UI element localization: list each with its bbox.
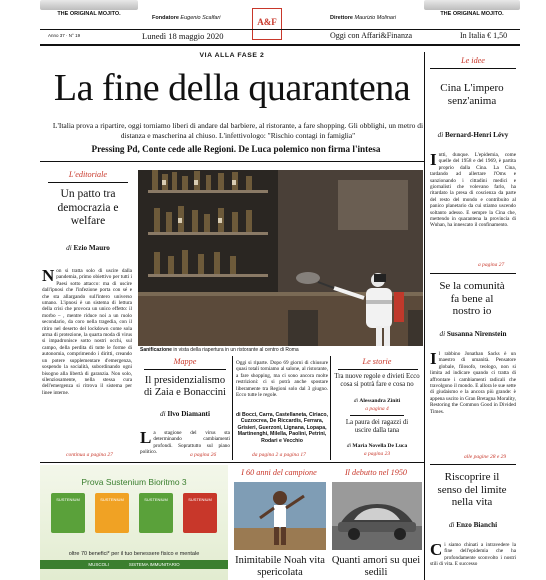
lead-headline[interactable]: La fine della quarantena: [53, 67, 411, 109]
ad-product-row: [46, 493, 222, 533]
founder: [152, 15, 220, 21]
idee-rule-2: [430, 273, 516, 274]
idee-author-2: Susanna Nirenstein: [446, 330, 507, 338]
founder-label: Fondatore: [152, 15, 179, 21]
editoriale-author: Ezio Mauro: [73, 244, 110, 252]
mappe-byline: di Ilvo Diamanti: [160, 410, 210, 418]
logo-text: A&F: [257, 17, 277, 27]
lead-kicker: VIA ALLA FASE 2: [199, 52, 265, 59]
lead-standfirst: L'Italia prova a ripartire, oggi torniamo liberi di andare dal barbiere, al ristorante, a fare shopping. Gli obblighi, un metro di distanza e mascherina al chiuso. L'infettivologo: "Rischio contagi in famiglia": [52, 121, 424, 140]
tennis-player-photo: [234, 482, 326, 550]
idee-section-title: Le idee: [461, 56, 485, 65]
founder-name: Eugenio Scalfari: [180, 15, 221, 21]
idee-byline-2: di Susanna Nirenstein: [439, 330, 507, 338]
lead-divider: [40, 161, 424, 162]
anni-title[interactable]: Inimitabile Noah vita spericolata: [235, 555, 325, 578]
editoriale-continues[interactable]: continua a pagina 27: [66, 452, 113, 458]
idee-byline-3: di Enzo Bianchi: [448, 521, 498, 529]
mappe-author: Ilvo Diamanti: [167, 410, 210, 418]
storie-item2-page[interactable]: a pagina 23: [363, 451, 391, 457]
right-ad-label: THE ORIGINAL MOJITO.: [440, 11, 504, 17]
sustenium-ad[interactable]: [40, 465, 228, 580]
debutto-title[interactable]: Quanti amori su quei sedili: [331, 555, 421, 578]
anni-section-title: I 60 anni del campione: [241, 468, 317, 477]
ad-tag-2: SISTEMA IMMUNITARIO: [128, 562, 180, 567]
editoriale-rule: [48, 182, 128, 183]
storie-item2-author: Maria Novella De Luca: [352, 443, 408, 449]
mappe-section-title: Mappe: [173, 357, 197, 366]
idee-title-1[interactable]: Cina L'impero senz'anima: [440, 82, 504, 107]
idee-dropcap-2: I: [430, 351, 437, 368]
ad-brand: Prova Sustenium Bioritmo 3: [81, 477, 187, 487]
storie-item1-author: Alessandra Ziniti: [359, 398, 401, 404]
ad-claim: oltre 70 benefici* per il tuo benessere fisico e mentale: [68, 551, 200, 557]
right-ad-banner[interactable]: [424, 0, 520, 10]
idee-frame-left: [424, 52, 425, 580]
idee-continues-1[interactable]: a pagina 27: [478, 262, 505, 268]
lead-photo[interactable]: [138, 170, 423, 346]
vintage-car-photo: [332, 482, 422, 550]
editoriale-section-title: L'editoriale: [68, 170, 108, 179]
product-box-icon: SUSTENIUM: [51, 493, 85, 533]
idee-title-3[interactable]: Riscoprire il senso del limite nella vita: [437, 471, 507, 508]
mappe-title[interactable]: Il presidenzialismo di Zaia e Bonaccini: [144, 375, 226, 398]
middle-divider-left: [232, 356, 233, 460]
photo-restaurant-sanitization: [138, 170, 423, 346]
masthead-top-rule: [40, 29, 520, 30]
idee-body-2: Il rabbino Jonathan Sacks è un maestro di umanità. Pensatore globale, filosofo, teologo, non si limita ad indicare quando ci tratta di affrontare i cambiamenti radicali che travolgono il mondo. E allora le sue sette di giudaismo e la ancora più grande: è appena uscito in Gran Bretagna Morality, Restoring the Common Good in Divided Times.: [430, 351, 516, 415]
storie-item1-page[interactable]: a pagina 4: [365, 406, 389, 412]
product-box-icon: SUSTENIUM: [183, 493, 217, 533]
lower-strip-rule: [40, 462, 424, 463]
masthead-logo[interactable]: [252, 8, 282, 40]
editoriale-title[interactable]: Un patto tra democrazia e welfare: [57, 188, 119, 227]
middle-story-continues[interactable]: da pagina 2 a pagina 17: [252, 452, 306, 458]
middle-story-body: Oggi si riparte. Dopo 69 giorni di chiusure quasi totali torniamo al salone, al ristorante, a fare shopping, ma ci sono ancora molte restrizioni: ci si potrà anche spostare liberamente tra Regioni solo dal 3 giugno. Ecco tutte le regole.: [236, 360, 328, 399]
left-ad-label: THE ORIGINAL MOJITO.: [57, 11, 121, 17]
idee-continues-2[interactable]: alle pagine 28 e 29: [464, 454, 507, 460]
storie-item-divider: [350, 415, 404, 416]
storie-section-title: Le storie: [362, 357, 392, 366]
idee-body-1: Intti, dunque. L'epidemia, come quelle del 1958 e del 1969, è partita proprio dalla Cina. La Cina, tardando ad allertare l'Oms e sanzionando i cittadini medici e giornalisti che volevano farlo, ha ritardato la presa di coscienza da parte del resto del mondo e contribuito al panico planetario da cui stiamo uscendo soltanto adesso. E sempre la Cina che, mettendo in quarantena la provincia di Wuhan, ha innescato il confinamento.: [430, 152, 516, 229]
director-label: Direttore: [330, 15, 353, 21]
idee-author-3: Enzo Bianchi: [456, 521, 498, 529]
idee-title-2[interactable]: Se la comunità fa bene al nostro io: [439, 280, 505, 317]
storie-item2-byline: di Maria Novella De Luca: [346, 443, 408, 449]
mappe-dropcap: L: [140, 430, 152, 447]
left-ad-banner[interactable]: [40, 0, 138, 10]
idee-body-3: Ci siamo chinati a intravedere la fine dell'epidemia che ha profondamente sconvolto i nostri stili di vita. E successo: [430, 542, 516, 568]
storie-item1-byline: di Alessandra Ziniti: [353, 398, 401, 404]
issue-number: Anno 37 · N° 19: [48, 33, 81, 38]
middle-story-authors: di Bocci, Carra, Castellaneta, Ciriaco, Cuzzocrea, De Riccardis, Ferrara, Grisieri, Guerzoni, Lignana, Lopapa, Martinenghi, Milella, Paolini, Petrini, Rodari e Vecchio: [236, 412, 328, 444]
photo-caption-text: in vista della riapertura in un ristorante al centro di Roma: [173, 347, 299, 353]
storie-item1-title[interactable]: Tra nuove regole e divieti Ecco cosa si potrà fare e cosa no: [334, 373, 420, 388]
middle-divider-right: [330, 356, 331, 460]
idee-byline-1: di Bernard-Henri Lévy: [437, 131, 509, 139]
product-box-icon: SUSTENIUM: [139, 493, 173, 533]
mappe-rule: [144, 369, 226, 370]
lead-subhead[interactable]: Pressing Pd, Conte cede alle Regioni. De Luca polemico non firma l'intesa: [91, 144, 381, 154]
idee-rule-1: [430, 68, 516, 69]
storie-item2-title[interactable]: La paura dei ragazzi di uscire dalla tana: [345, 419, 409, 434]
masthead-bottom-rule: [40, 44, 520, 46]
idee-dropcap-3: C: [430, 542, 443, 559]
idee-author-1: Bernard-Henri Lévy: [445, 131, 509, 139]
anni-photo[interactable]: [234, 482, 326, 550]
editoriale-body: Non si tratta solo di uscire dalla pandemia, primo obiettivo per tutti i Paesi sotto attacco: ma di uscire dall'ipnosi che l'infezione porta con sé e che sta allargando sull'intero universo umano. L'ipnosi è un sistema di lettura della crisi che provoca un unico effetto: il morbo – , mentre riduce noi a un ruolo secondario, da coro nella tragedia, con il ritiro nel deserto del lockdown come sola arma di protezione, la quarta moda di virus si impadronisce sotto nostri occhi, sul campo, della perdita di tutte le forme di autonomia, comprimendo i diritti, creando un potere supplementare d'emergenza, sospendo la socialità, subordinando ogni bisogno alla libertà di garanzia. Non solo, silenziosamente, nella stessa cura dell'emergenza si ritrova il sistema per linee interne.: [42, 268, 132, 396]
debutto-photo[interactable]: [332, 482, 422, 550]
mappe-body: La stagione del virus sta determinando cambiamenti profondi. Soprattutto sul piano politico.: [140, 430, 230, 456]
director: [330, 15, 396, 21]
supplement-note: Oggi con Affari&Finanza: [330, 31, 413, 40]
storie-rule: [338, 369, 418, 370]
issue-date: Lunedì 18 maggio 2020: [142, 31, 224, 41]
product-box-icon: SUSTENIUM: [95, 493, 129, 533]
editoriale-byline: di Ezio Mauro: [66, 244, 110, 252]
idee-dropcap-1: I: [430, 152, 437, 169]
ad-tag-1: MUSCOLI: [88, 562, 109, 567]
ad-tags: [40, 560, 228, 569]
price: In Italia € 1,50: [460, 31, 508, 40]
photo-caption-label: Sanificazione: [140, 347, 172, 353]
editoriale-dropcap: N: [42, 268, 55, 285]
debutto-section-title: Il debutto nel 1950: [344, 468, 408, 477]
photo-caption: [140, 347, 423, 353]
director-name: Maurizio Molinari: [354, 15, 397, 21]
idee-rule-3: [430, 464, 516, 465]
mappe-continues[interactable]: a pagina 26: [190, 452, 217, 458]
